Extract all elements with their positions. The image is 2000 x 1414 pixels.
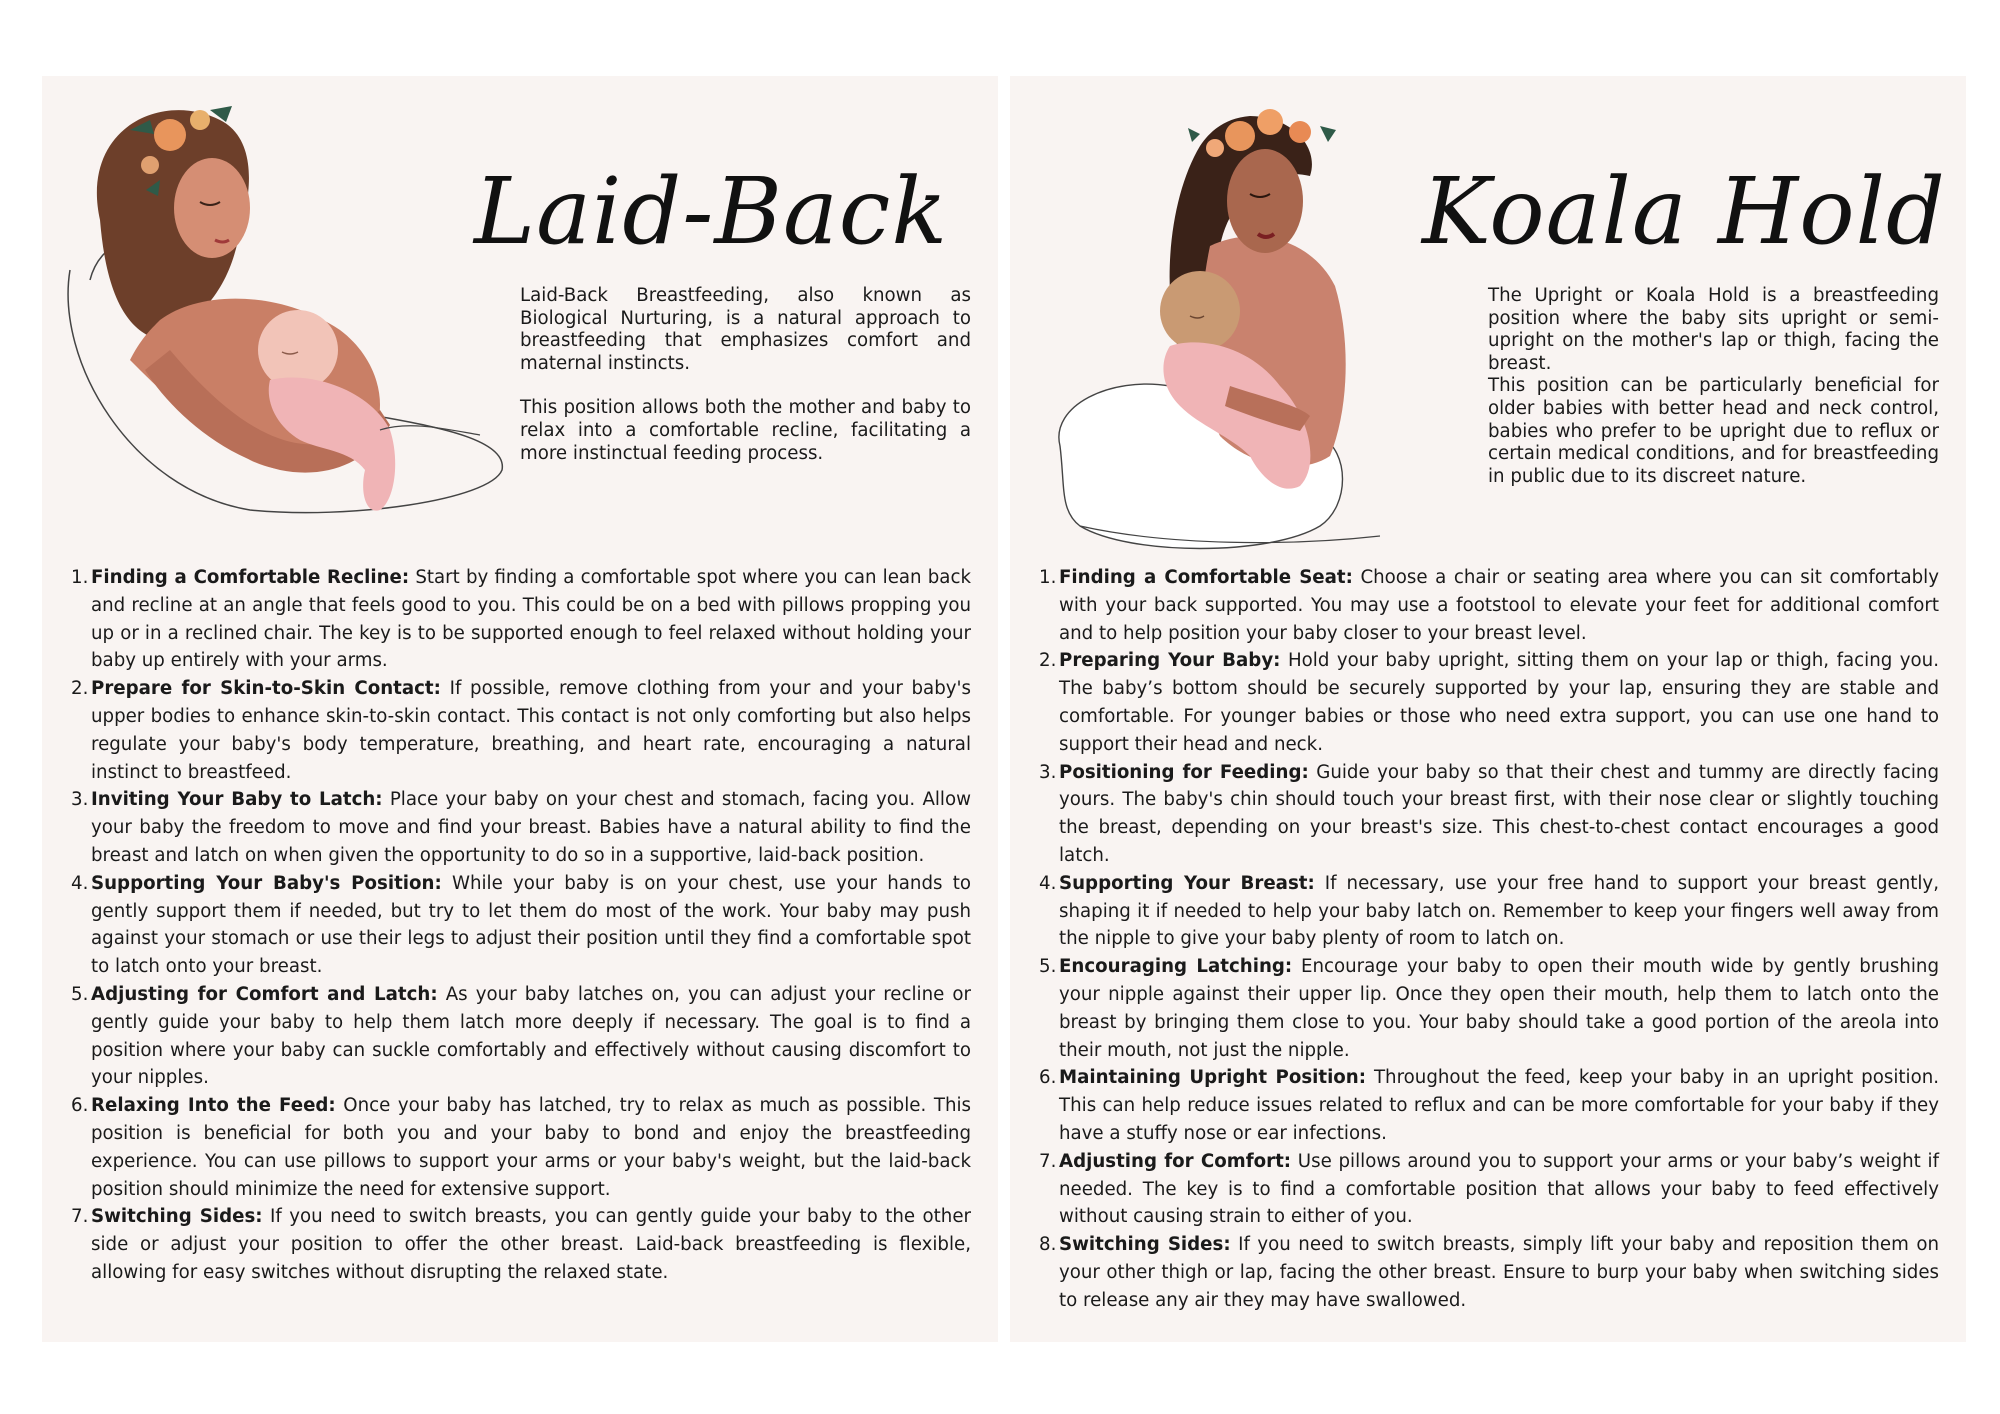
list-item (71, 786, 971, 869)
step-number: 7. (1039, 1150, 1057, 1172)
step-label: Adjusting for Comfort: (1059, 1150, 1292, 1172)
step-label: Prepare for Skin-to-Skin Contact: (91, 678, 441, 700)
step-text: If possible, remove clothing from your and your baby's upper bodies to enhance skin-to-skin contact. This contact is not only comforting but also helps regulate your baby's body temperature, breathing, and heart rate, encouraging a natural instinct to breastfeed. (91, 678, 971, 783)
list-item (1039, 953, 1939, 1064)
list-item (71, 1092, 971, 1203)
step-text: Use pillows around you to support your arms or your baby’s weight if needed. The key is to find a comfortable position that allows your baby to feed effectively without causing strain to either of you. (1059, 1150, 1939, 1228)
list-item (71, 564, 971, 675)
step-number: 8. (1039, 1234, 1057, 1256)
list-item (1039, 647, 1939, 758)
step-number: 5. (1039, 956, 1057, 978)
intro-paragraph: The Upright or Koala Hold is a breastfeeding position where the baby sits upright or semi-upright on the mother's lap or thigh, facing the breast. (1488, 285, 1939, 374)
laid-back-panel (42, 76, 998, 1342)
list-item (1039, 1231, 1939, 1314)
step-text: If necessary, use your free hand to support your breast gently, shaping it if needed to help your baby latch on. Remember to keep your fingers well away from the nipple to give your baby plenty of room to latch on. (1059, 872, 1939, 950)
step-number: 4. (71, 872, 89, 894)
step-text: Throughout the feed, keep your baby in an upright position. This can help reduce issues related to reflux and can be more comfortable for your baby if they have a stuffy nose or ear infections. (1059, 1067, 1939, 1144)
intro-text (520, 285, 971, 465)
step-label: Switching Sides: (1059, 1234, 1231, 1256)
step-text: If you need to switch breasts, you can gently guide your baby to the other side or adjust your position to offer the other breast. Laid-back breastfeeding is flexible, allowing for easy switches without disrupting the relaxed state. (91, 1206, 971, 1283)
koala-hold-panel (1010, 76, 1966, 1342)
page-title: Laid-Back (474, 158, 949, 265)
step-text: Once your baby has latched, try to relax as much as possible. This position is beneficial for both you and your baby to bond and enjoy the breastfeeding experience. You can use pillows to support your arms or your baby's weight, but the laid-back position should minimize the need for extensive support. (91, 1095, 971, 1200)
step-label: Finding a Comfortable Recline: (91, 567, 410, 588)
list-item (71, 981, 971, 1092)
step-label: Preparing Your Baby: (1059, 650, 1281, 672)
step-number: 2. (1039, 650, 1057, 672)
step-label: Positioning for Feeding: (1059, 761, 1309, 783)
step-text: While your baby is on your chest, use your hands to gently support them if needed, but try to let them do most of the work. Your baby may push against your stomach or use their legs to adjust their position until they find a comfortable spot to latch onto your breast. (91, 872, 971, 978)
step-text: Hold your baby upright, sitting them on your lap or thigh, facing you. The baby’s bottom should be securely supported by your lap, ensuring they are stable and comfortable. For younger babies or those who need extra support, you can use one hand to support their head and neck. (1059, 650, 1939, 755)
steps-list (71, 564, 971, 1287)
list-item (1039, 870, 1939, 953)
step-label: Inviting Your Baby to Latch: (91, 789, 383, 811)
step-text: Choose a chair or seating area where you can sit comfortably with your back supported. You may use a footstool to elevate your feet for additional comfort and to help position your baby closer to your breast level. (1059, 567, 1939, 644)
intro-paragraph: This position can be particularly beneficial for older babies with better head and neck control, babies who prefer to be upright due to reflux or certain medical conditions, and for breastfeeding in public due to its discreet nature. (1488, 375, 1939, 487)
list-item (71, 870, 971, 981)
step-text: Place your baby on your chest and stomach, facing you. Allow your baby the freedom to move and find your breast. Babies have a natural ability to find the breast and latch on when given the opportunity to do so in a supportive, laid-back position. (91, 789, 971, 866)
step-label: Relaxing Into the Feed: (91, 1095, 336, 1117)
step-number: 3. (71, 789, 89, 811)
step-text: If you need to switch breasts, simply lift your baby and reposition them on your other thigh or lap, facing the other breast. Ensure to burp your baby when switching sides to release any air they may have swallowed. (1059, 1234, 1939, 1311)
list-item (1039, 759, 1939, 870)
step-label: Switching Sides: (91, 1206, 263, 1228)
step-number: 6. (1039, 1067, 1057, 1089)
step-number: 4. (1039, 872, 1057, 894)
step-label: Finding a Comfortable Seat: (1059, 567, 1353, 588)
list-item (1039, 1148, 1939, 1231)
step-number: 1. (71, 567, 89, 588)
step-text: As your baby latches on, you can adjust your recline or gently guide your baby to help them latch more deeply if necessary. The goal is to find a position where your baby can suckle comfortably and effectively without causing discomfort to your nipples. (91, 983, 971, 1089)
step-number: 6. (71, 1095, 89, 1117)
step-text: Guide your baby so that their chest and tummy are directly facing yours. The baby's chin should touch your breast first, with their nose clear or slightly touching the breast, depending on your breast's size. This chest-to-chest contact encourages a good latch. (1059, 761, 1939, 866)
step-text: Encourage your baby to open their mouth wide by gently brushing your nipple against their upper lip. Once they open their mouth, help them to latch onto the breast by bringing them close to you. Your baby should take a good portion of the areola into their mouth, not just the nipple. (1059, 956, 1939, 1061)
intro-paragraph: This position allows both the mother and baby to relax into a comfortable recline, facilitating a more instinctual feeding process. (520, 397, 971, 464)
step-text: Start by finding a comfortable spot where you can lean back and recline at an angle that feels good to you. This could be on a bed with pillows propping you up or in a reclined chair. The key is to be supported enough to feel relaxed without holding your baby up entirely with your arms. (91, 567, 971, 672)
step-label: Supporting Your Breast: (1059, 872, 1315, 894)
step-number: 1. (1039, 567, 1057, 588)
steps-list (1039, 564, 1939, 1315)
step-number: 7. (71, 1206, 89, 1228)
page-title: Koala Hold (1422, 158, 1946, 265)
step-number: 5. (71, 983, 89, 1005)
step-label: Adjusting for Comfort and Latch: (91, 983, 438, 1005)
step-label: Supporting Your Baby's Position: (91, 872, 442, 894)
intro-text (1488, 285, 1939, 488)
list-item (71, 1203, 971, 1286)
step-number: 2. (71, 678, 89, 700)
step-label: Encouraging Latching: (1059, 956, 1293, 978)
list-item (1039, 564, 1939, 647)
mother-reclining-nursing-illustration (50, 90, 520, 530)
mother-koala-hold-illustration (1050, 86, 1430, 566)
list-item (1039, 1064, 1939, 1147)
step-number: 3. (1039, 761, 1057, 783)
step-label: Maintaining Upright Position: (1059, 1067, 1367, 1089)
list-item (71, 675, 971, 786)
intro-paragraph: Laid-Back Breastfeeding, also known as Biological Nurturing, is a natural approach to breastfeeding that emphasizes comfort and maternal instincts. (520, 285, 971, 374)
